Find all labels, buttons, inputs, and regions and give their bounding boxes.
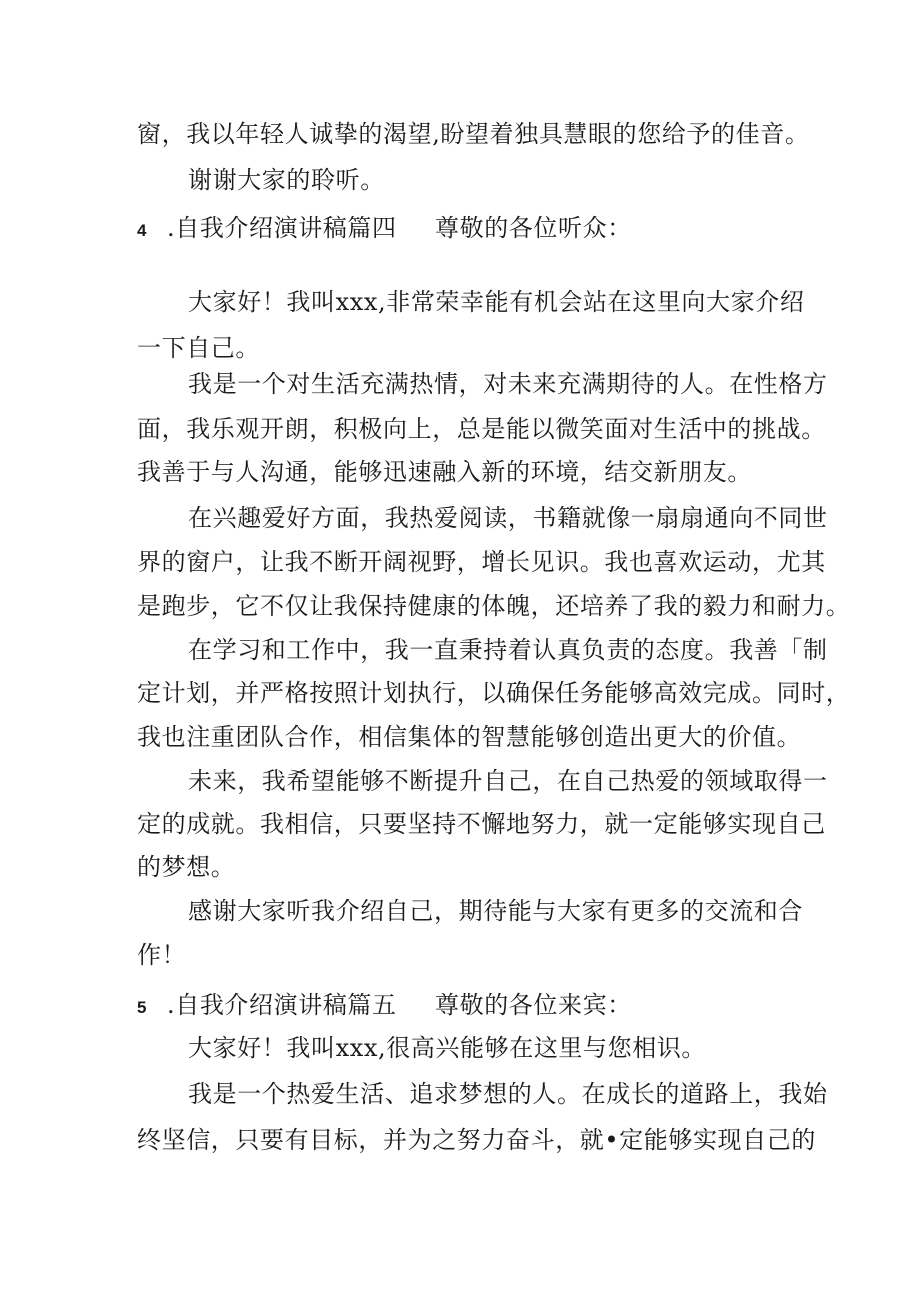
paragraph-line: 大家好！我叫xxx,很高兴能够在这里与您相识。 [188, 1034, 707, 1062]
section-number: 4 [137, 221, 148, 240]
paragraph-line: 作！ [137, 941, 187, 969]
section-number: 5 [137, 998, 148, 1017]
section-heading-5 [137, 989, 632, 1024]
paragraph-line: 我是一个热爱生活、追求梦想的人。在成长的道路上，我始 [188, 1080, 828, 1108]
paragraph-line: 终坚信，只要有目标，并为之努力奋斗，就•定能够实现自己的 [137, 1126, 816, 1154]
paragraph-line: 一下自己。 [137, 334, 260, 362]
paragraph-line: 窗，我以年轻人诚挚的渴望,盼望着独具慧眼的您给予的佳音。 [137, 120, 810, 148]
paragraph-line: 未来，我希望能够不断提升自己，在自己热爱的领域取得一 [188, 767, 828, 795]
section-greeting: 尊敬的各位来宾： [435, 991, 632, 1019]
paragraph-line: 大家好！我叫xxx,非常荣幸能有机会站在这里向大家介绍 [188, 288, 805, 316]
paragraph-line: 我善于与人沟通，能够迅速融入新的环境，结交新朋友。 [137, 458, 752, 486]
paragraph-line: 我是一个对生活充满热情，对未来充满期待的人。在性格方 [188, 370, 828, 398]
paragraph-line: 是跑步，它不仅让我保持健康的体魄，还培养了我的毅力和耐力。 [137, 592, 851, 620]
section-title: .自我介绍演讲稿篇五 [167, 991, 397, 1019]
paragraph-line: 定计划，并严格按照计划执行，以确保任务能够高效完成。同时， [137, 679, 851, 707]
paragraph-line: 界的窗户，让我不断开阔视野，增长见识。我也喜欢运动，尤其 [137, 548, 826, 576]
paragraph-line: 感谢大家听我介绍自己，期待能与大家有更多的交流和合 [188, 897, 803, 925]
section-title: .自我介绍演讲稿篇四 [167, 214, 397, 242]
section-heading-4 [137, 212, 632, 247]
paragraph-line: 我也注重团队合作，相信集体的智慧能够创造出更大的价值。 [137, 723, 802, 751]
paragraph-line: 在学习和工作中，我一直秉持着认真负责的态度。我善「制 [188, 636, 828, 664]
paragraph-line: 谢谢大家的聆听。 [188, 166, 385, 194]
paragraph-line: 的梦想。 [137, 853, 236, 881]
paragraph-line: 定的成就。我相信，只要坚持不懈地努力，就一定能够实现自己 [137, 810, 826, 838]
paragraph-line: 面，我乐观开朗，积极向上，总是能以微笑面对生活中的挑战。 [137, 415, 826, 443]
section-greeting: 尊敬的各位听众： [435, 214, 632, 242]
paragraph-line: 在兴趣爱好方面，我热爱阅读，书籍就像一扇扇通向不同世 [188, 504, 828, 532]
